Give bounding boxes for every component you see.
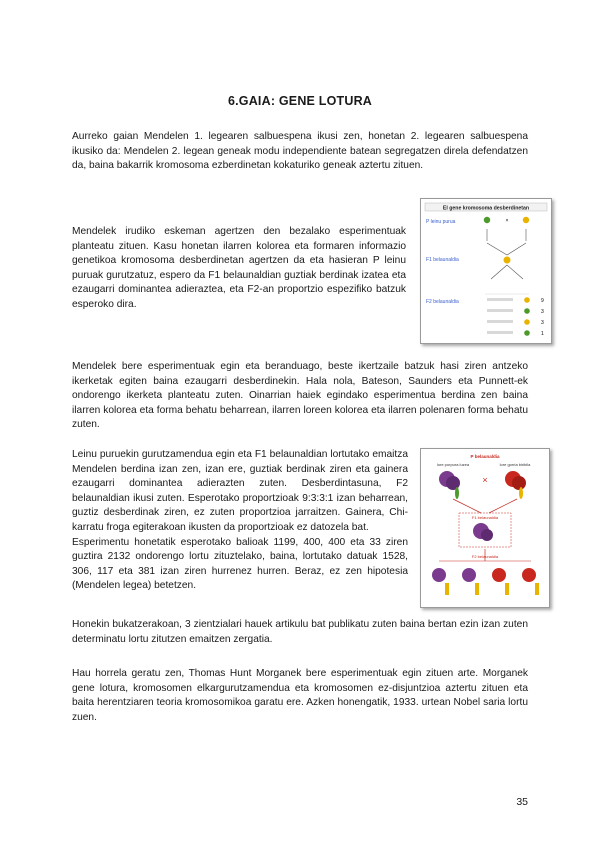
paragraph-bateson: Mendelek bere esperimentuak egin eta beranduago, beste ikertzaile batzuk hasi ziren antzeko ikerketak egiten baina ezaugarri desberdinekin. Hala nola, Bateson, Saunders eta Punnett-ek ondorengo ikerketa planteatu zuten. Oinarrian haiek egindako esperimentua berdina zen baina ilarren kolorea eta forma behatu beharrean, ilarren loreen kolorea eta ilarren polenaren forma behatu zuten. [72,361,528,431]
figure2-f2-label: F2 belaunaldia [471,554,499,559]
f2-count-1: 9 [541,298,544,304]
f2-rows [485,294,544,337]
pea-green-p [484,217,490,223]
pea-f2-row4 [524,330,530,336]
figure2-cross: × [482,475,488,485]
paragraph-expected-values: Esperimentu honetatik esperotako balioak 1199, 400, 400 eta 33 ziren guztira 2132 ondorengo lortu zituztelako, baina, lortutako datuak 1528, 306, 117 eta 381 izan ziren hurrenez hurren. Beraz, ez zen hipotesia (Mendelen legea) betetzen. [72,536,408,592]
paragraph-results: Leinu puruekin gurutzamendua egin eta F1 belaunaldian lortutako emaitza Mendelen berdina izan zen, izan ere, guztiak berdinak ziren eta gainera ezaugarri dominantea adierazten zuten. Desberdintasuna, F2 belaunaldian ikusi zuten. Esperotako proportzioak 9:3:3:1 izan beharrean, guztiz desberdinak ziren, ez zuten proportzioa jarraitzen. Gainera, Chi-karratu froga egiterakoan ikusten da proportzioak ez datozela bat. [72,449,408,533]
f2-red-flower-2-icon [522,568,539,595]
figure1-label-p: P leinu purua [426,219,456,225]
f2-count-4: 1 [541,331,544,337]
f2-count-2: 3 [541,309,544,315]
mendel-dihybrid-figure [420,198,552,344]
f2-purple-flower-2-icon [462,568,479,595]
f2-red-flower-1-icon [492,568,509,595]
f1-purple-flower-icon [473,523,493,541]
pea-f2-row1 [524,297,530,303]
figure2-parent-2: lore gorria biribila [499,462,531,467]
figure1-label-f2: F2 belaunaldia [426,299,459,305]
red-flower-icon [505,471,526,499]
f2-purple-flower-1-icon [432,568,449,595]
pea-f2-row3 [524,319,530,325]
figure1-title: El gene kromosoma desberdinetan [442,205,530,212]
f2-count-3: 3 [541,320,544,326]
pea-yellow-f1 [504,257,511,264]
paragraph-intro: Aurreko gaian Mendelen 1. legearen salbuespena ikusi zen, honetan 2. legearen salbuespena ikusiko da: Mendelen 2. legean geneak modu independiente batean segregatzen direla defendatzen da, baina bakarrik kromosoma ezberdinetan kokaturiko geneak aztertu zituen. [72,131,528,172]
pea-f2-row2 [524,308,530,314]
paragraph-morgan: Hau horrela geratu zen, Thomas Hunt Morganek bere esperimentuak egin zituen arte. Morganek gene lotura, kromosomen elkargurutzamendua eta kromosomen ez-disjuntzioa aztertu zituen eta baita herentziaren teoria kromosomikoa garatu ere. Azken honengatik, 1933. urtean Nobel saria lortu zuen. [72,668,528,723]
pea-yellow-p [523,217,529,223]
figure2-f1-label: F1 belaunaldia [471,515,499,520]
paragraph-publication: Honekin bukatzerakoan, 3 zientzialari hauek artikulu bat publikatu zuten baina bertan ezin izan zuten determinatu lortu zitutzen emaitzen zergatia. [72,619,528,645]
paragraph-results-block [72,448,408,594]
page-number: 35 [516,796,528,808]
figure1-cross: × [505,218,509,224]
paragraph-mendel-experiment: Mendelek irudiko eskeman agertzen den bezalako esperimentuak planteatu zituen. Kasu honetan ilarren kolorea eta formaren informazio genetikoa kromosoma desberdinetan agertzen da eta hasieran P leinu puruak gurutzatuz, espero da F1 belaunaldian guztiak berdinak izatea eta ezaugarri dominantea adieraztea, eta F2-an proportzio espezifiko batzuk esperoko dira. [72,226,406,310]
figure1-label-f1: F1 belaunaldia [426,257,459,263]
purple-flower-icon [439,471,460,499]
page-title: 6.GAIA: GENE LOTURA [227,94,373,108]
figure2-title: P belaunaldia [470,454,500,459]
figure2-parent-1: lore purpura luzea [436,462,470,467]
sweet-pea-cross-figure [420,448,550,608]
